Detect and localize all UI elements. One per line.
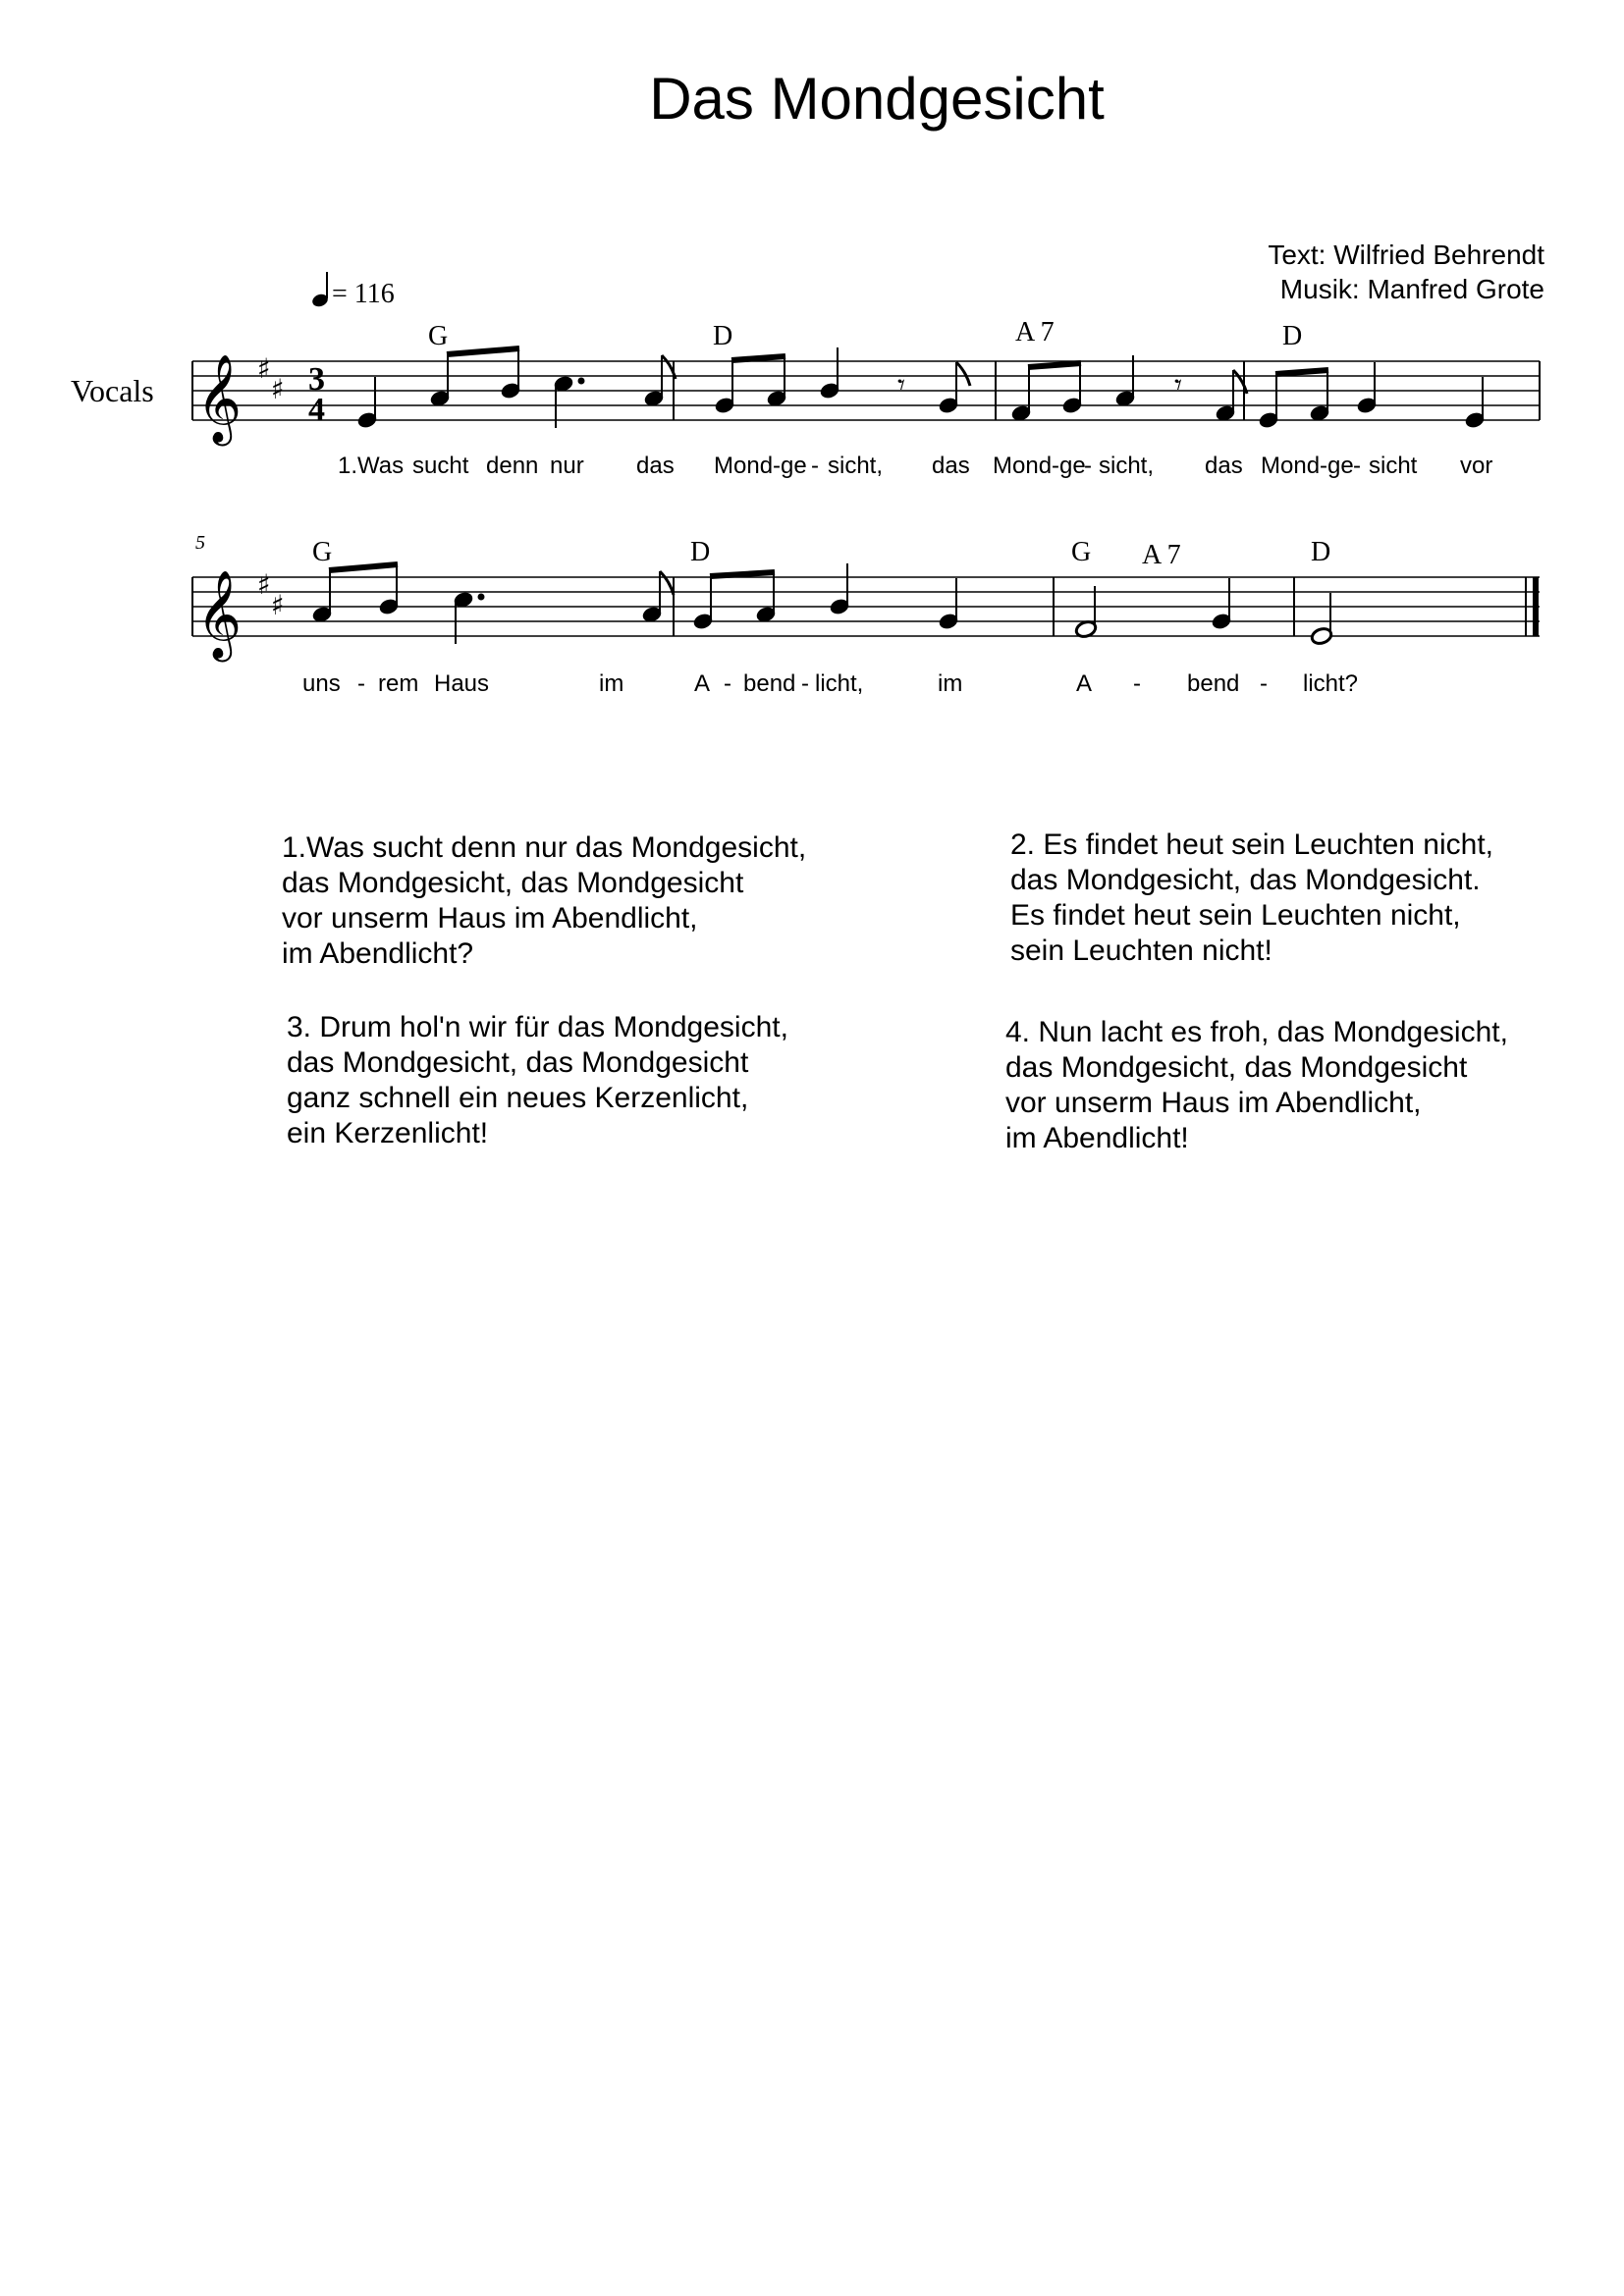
lyric-syllable: - [1133, 670, 1141, 697]
lyric-syllable: sicht [1369, 453, 1418, 479]
lyricist-credit: Text: Wilfried Behrendt [1268, 240, 1544, 270]
lyric-syllable: 1.Was [338, 453, 405, 479]
svg-text:𝄾: 𝄾 [897, 368, 905, 402]
verse-2: 2. Es findet heut sein Leuchten nicht, das Mondgesicht, das Mondgesicht. Es findet heut sein Leuchten nicht, sein Leuchten nicht! [1010, 828, 1493, 967]
lyric-syllable: das [1205, 453, 1243, 479]
chord-symbol: G [1071, 537, 1092, 567]
lyric-syllable: sicht, [1099, 453, 1155, 479]
chord-symbol: D [713, 321, 733, 351]
lyric-syllable: - [357, 670, 365, 697]
lyric-syllable: - [801, 670, 809, 697]
lyric-syllable: denn [486, 453, 539, 479]
treble-clef-icon: 𝄞 [196, 570, 243, 659]
lyric-syllable: rem [378, 670, 419, 697]
lyric-syllable: uns [302, 670, 341, 697]
verse-4: 4. Nun lacht es froh, das Mondgesicht, das Mondgesicht, das Mondgesicht vor unserm Haus im Abendlicht, im Abendlicht! [1005, 1016, 1508, 1154]
key-signature [257, 352, 285, 405]
lyric-syllable: das [932, 453, 970, 479]
lyric-syllable: sucht [412, 453, 469, 479]
lyric-syllable: nur [550, 453, 584, 479]
instrument-name: Vocals [71, 373, 154, 408]
chord-symbol: G [428, 321, 449, 351]
notes [311, 563, 1332, 646]
svg-text:♯: ♯ [271, 589, 285, 621]
tempo-marking: = 116 [332, 279, 395, 309]
svg-text:4: 4 [308, 392, 325, 428]
measure-number: 5 [195, 532, 205, 554]
lyric-syllable: A [1076, 670, 1093, 697]
lyric-syllable: licht, [815, 670, 864, 697]
svg-text:3: 3 [308, 361, 325, 398]
lyric-syllable: Mond-ge [1261, 453, 1354, 479]
lyric-syllable: im [599, 670, 624, 697]
chord-symbol: D [1311, 537, 1331, 567]
time-signature [308, 361, 325, 428]
music-score [0, 0, 1624, 746]
lyric-syllable: - [1260, 670, 1268, 697]
chord-symbol: D [690, 537, 711, 567]
lyric-syllable: sicht, [828, 453, 884, 479]
lyric-syllable: A [694, 670, 711, 697]
svg-text:♯: ♯ [257, 568, 271, 601]
lyric-syllable: - [724, 670, 731, 697]
treble-clef-icon: 𝄞 [196, 354, 243, 443]
notes [356, 347, 1485, 429]
lyric-syllable: - [811, 453, 819, 479]
lyric-syllable: vor [1460, 453, 1493, 479]
lyric-syllable: Mond-ge [714, 453, 807, 479]
svg-text:♯: ♯ [257, 352, 271, 385]
composer-credit: Musik: Manfred Grote [1279, 274, 1544, 304]
lyric-syllable: im [938, 670, 963, 697]
lyric-syllable: das [636, 453, 675, 479]
tempo-note-icon [310, 272, 329, 308]
chord-symbol: A 7 [1142, 540, 1181, 570]
lyric-syllable: - [1353, 453, 1361, 479]
chord-symbol: A 7 [1015, 317, 1055, 347]
lyric-syllable: licht? [1303, 670, 1359, 697]
staff-lines [192, 361, 1540, 420]
lyric-syllable: bend [1187, 670, 1240, 697]
lyric-syllable: Mond-ge [993, 453, 1086, 479]
lyric-syllable: Haus [434, 670, 490, 697]
chord-symbol: D [1282, 321, 1303, 351]
key-signature [257, 568, 285, 621]
verse-3: 3. Drum hol'n wir für das Mondgesicht, das Mondgesicht, das Mondgesicht ganz schnell ein neues Kerzenlicht, ein Kerzenlicht! [287, 1011, 788, 1149]
lyric-syllable: - [1084, 453, 1092, 479]
svg-text:♯: ♯ [271, 373, 285, 405]
song-title: Das Mondgesicht [649, 66, 1105, 132]
chord-symbol: G [312, 537, 333, 567]
verse-1: 1.Was sucht denn nur das Mondgesicht, das Mondgesicht, das Mondgesicht vor unserm Haus im Abendlicht, im Abendlicht? [282, 831, 807, 970]
lyric-syllable: bend [743, 670, 796, 697]
svg-text:𝄾: 𝄾 [1174, 368, 1182, 402]
